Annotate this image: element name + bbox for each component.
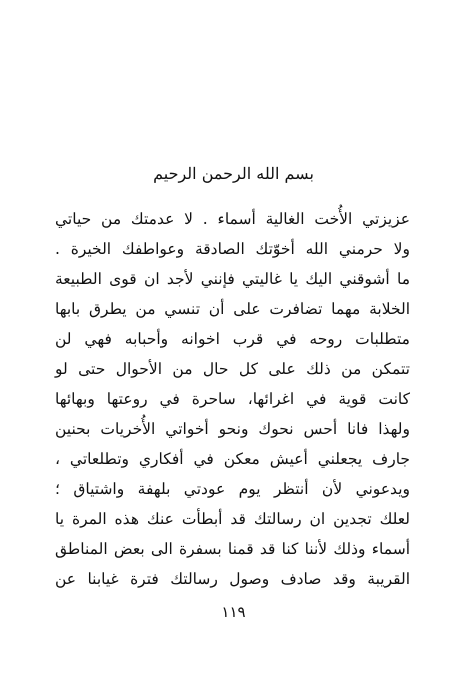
text-line-10: ويدعوني لأن أنتظر يوم عودتي بلهفة واشتياق ؛ <box>55 480 410 498</box>
basmala-heading: بسم الله الرحمن الرحيم <box>153 164 314 183</box>
text-line-3: ما أشوقني اليك يا غاليتي فإنني لأجد ان قوى الطبيعة <box>55 270 410 288</box>
text-line-2: ولا حرمني الله أخوّتك الصادقة وعواطفك الخيرة . <box>55 240 410 258</box>
text-line-7: كانت قوية في اغرائها، ساحرة في روعتها وبهائها <box>55 390 410 408</box>
text-line-4: الخلابة مهما تضافرت على أن تنسي من يطرق بابها <box>55 300 410 318</box>
page-number: ١١٩ <box>221 603 246 621</box>
text-line-11: لعلك تجدين ان رسالتك قد أبطأت عنك هذه المرة يا <box>55 510 410 528</box>
text-line-8: ولهذا فانا أحس نحوك ونحو أخواتي الأُخريات بحنين <box>55 420 410 438</box>
text-line-6: تتمكن من ذلك على كل حال من الأحوال حتى لو <box>55 360 410 378</box>
text-line-5: متطلبات روحه في قرب اخوانه وأحبابه فهي لن <box>55 330 410 348</box>
text-line-12: أسماء وذلك لأننا كنا قد قمنا بسفرة الى بعض المناطق <box>55 540 410 558</box>
text-line-1: عزيزتي الأُخت الغالية أسماء . لا عدمتك من حياتي <box>55 210 410 228</box>
text-line-9: جارف يجعلني أعيش معكن في أفكاري وتطلعاتي ، <box>55 450 410 468</box>
text-line-13: القريبة وقد صادف وصول رسالتك فترة غيابنا عن <box>55 570 410 588</box>
letter-body <box>55 204 410 594</box>
